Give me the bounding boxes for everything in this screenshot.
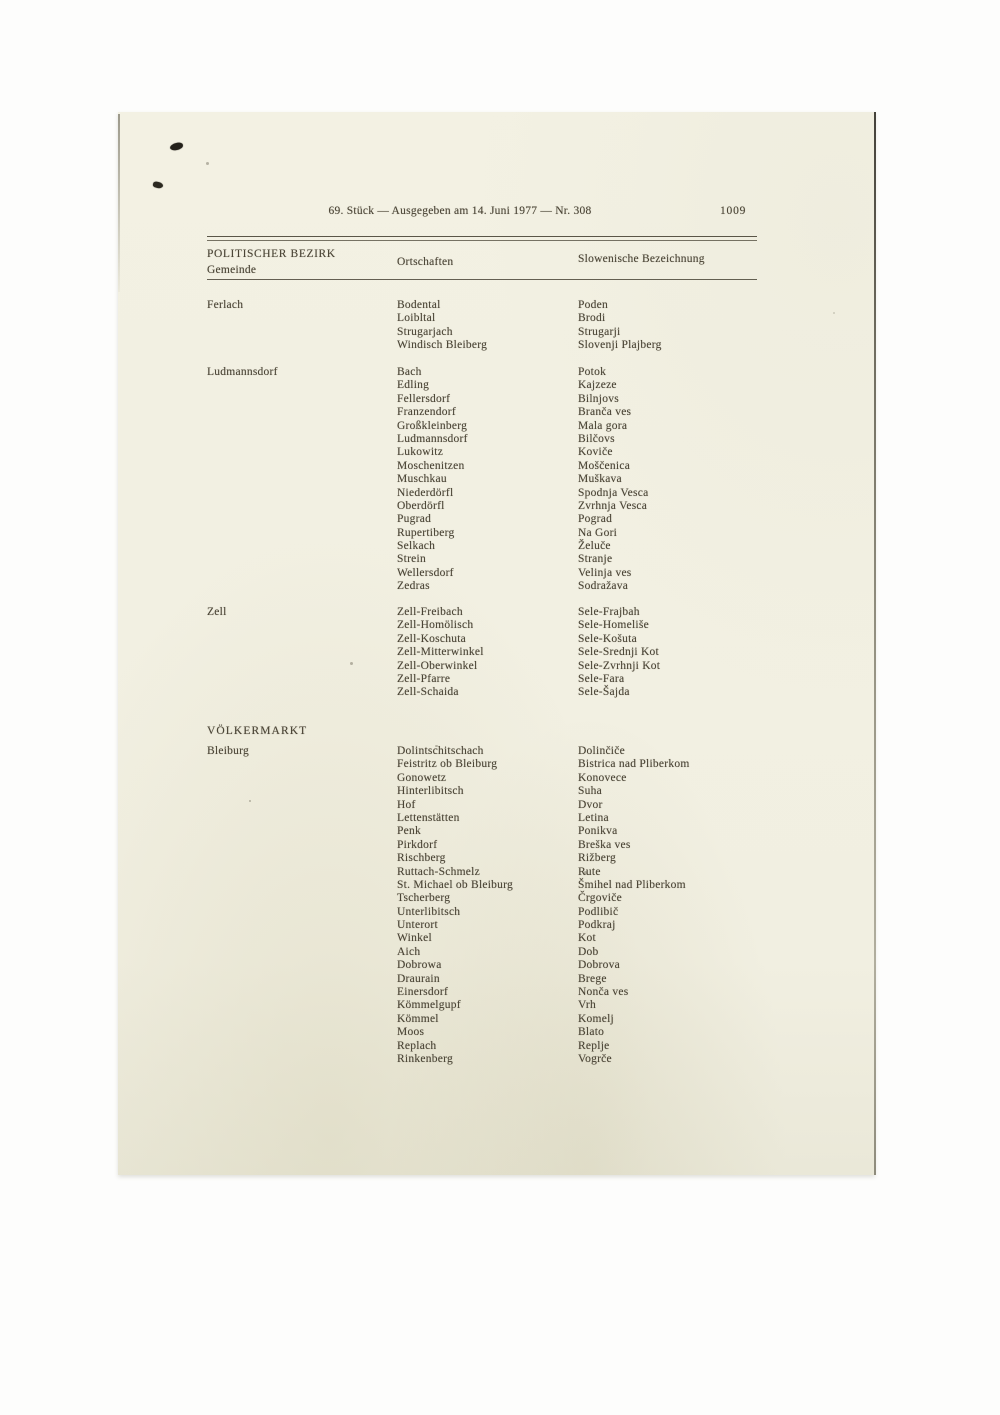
slowenische-bezeichnung: Potok <box>578 366 607 378</box>
slowenische-bezeichnung: Spodnja Vesca <box>578 486 649 499</box>
table-row <box>207 799 807 812</box>
slowenische-bezeichnung: Nonča ves <box>578 986 629 999</box>
ortschaft-name: Ludmannsdorf <box>397 432 468 445</box>
table-row <box>207 580 807 593</box>
slowenische-bezeichnung: Dvor <box>578 798 603 811</box>
ortschaft-name: Windisch Bleiberg <box>397 339 488 352</box>
gazette-header-line: 69. Stück — Ausgegeben am 14. Juni 1977 — Nr. 308 <box>328 205 592 217</box>
ortschaft-name: Hof <box>397 798 416 811</box>
gemeinde-group <box>207 745 807 1066</box>
slowenische-bezeichnung: Črgoviče <box>578 892 622 905</box>
table-row <box>207 758 807 771</box>
slowenische-bezeichnung: Brodi <box>578 312 606 325</box>
slowenische-bezeichnung: Velinja ves <box>578 566 632 579</box>
table-row <box>207 1040 807 1053</box>
ortschaft-name: St. Michael ob Bleiburg <box>397 878 514 891</box>
ortschaft-name: Feistritz ob Bleiburg <box>397 758 498 771</box>
ortschaft-name: Hinterlibitsch <box>397 785 464 798</box>
ink-blot <box>152 181 163 189</box>
table-row <box>207 619 807 632</box>
table-row <box>207 433 807 446</box>
ortschaft-name: Bodental <box>397 299 441 311</box>
table-row <box>207 420 807 433</box>
slowenische-bezeichnung: Replje <box>578 1039 610 1052</box>
scan-speck <box>584 871 587 875</box>
table-row <box>207 606 807 619</box>
ortschaft-name: Ruttach-Schmelz <box>397 865 480 878</box>
gemeinde-group <box>207 606 807 700</box>
slowenische-bezeichnung: Sodražava <box>578 580 629 593</box>
table-row <box>207 946 807 959</box>
section-heading: VÖLKERMARKT <box>207 725 308 737</box>
table-row <box>207 567 807 580</box>
column-header-slowenische-bezeichnung: Slowenische Bezeichnung <box>578 253 705 265</box>
ortschaft-name: Rinkenberg <box>397 1052 453 1065</box>
slowenische-bezeichnung: Podkraj <box>578 919 616 932</box>
page-number: 1009 <box>720 205 747 217</box>
scanned-page <box>118 112 875 1175</box>
slowenische-bezeichnung: Mala gora <box>578 419 628 432</box>
slowenische-bezeichnung: Rižberg <box>578 852 616 865</box>
slowenische-bezeichnung: Šmihel nad Pliberkom <box>578 878 686 891</box>
slowenische-bezeichnung: Zvrhnja Vesca <box>578 499 648 512</box>
ortschaft-name: Fellersdorf <box>397 392 451 405</box>
ortschaft-name: Rupertiberg <box>397 526 455 539</box>
gemeinde-name: Bleiburg <box>207 745 250 757</box>
slowenische-bezeichnung: Kajzeze <box>578 379 617 392</box>
slowenische-bezeichnung: Sele-Zvrhnji Kot <box>578 659 661 672</box>
table-row <box>207 379 807 392</box>
ortschaft-name: Dolintschitschach <box>397 745 484 757</box>
ortschaft-name: Unterlibitsch <box>397 905 461 918</box>
ortschaft-name: Pirkdorf <box>397 838 438 851</box>
slowenische-bezeichnung: Dolinčiče <box>578 745 625 757</box>
slowenische-bezeichnung: Moščenica <box>578 459 631 472</box>
slowenische-bezeichnung: Brege <box>578 972 607 985</box>
table-row <box>207 932 807 945</box>
ortschaft-name: Strugarjach <box>397 325 453 338</box>
slowenische-bezeichnung: Bilnjovs <box>578 392 619 405</box>
ortschaft-name: Kömmelgupf <box>397 999 461 1012</box>
ortschaft-name: Selkach <box>397 540 436 553</box>
ortschaft-name: Replach <box>397 1039 437 1052</box>
table-row <box>207 633 807 646</box>
table-row <box>207 745 807 758</box>
gemeinde-name: Zell <box>207 606 227 618</box>
slowenische-bezeichnung: Ponikva <box>578 825 618 838</box>
table-row <box>207 339 807 352</box>
slowenische-bezeichnung: Sele-Fara <box>578 672 625 685</box>
slowenische-bezeichnung: Konovece <box>578 771 627 784</box>
slowenische-bezeichnung: Poden <box>578 299 608 311</box>
slowenische-bezeichnung: Muškava <box>578 473 622 486</box>
table-row <box>207 999 807 1012</box>
table-row <box>207 772 807 785</box>
ortschaft-name: Pugrad <box>397 513 432 526</box>
ortschaft-name: Moschenitzen <box>397 459 465 472</box>
ortschaft-name: Zell-Koschuta <box>397 632 467 645</box>
table-row <box>207 540 807 553</box>
scan-speck <box>206 162 209 165</box>
ortschaft-name: Lukowitz <box>397 446 444 459</box>
ortschaft-name: Penk <box>397 825 421 838</box>
slowenische-bezeichnung: Dob <box>578 945 599 958</box>
slowenische-bezeichnung: Pograd <box>578 513 613 526</box>
slowenische-bezeichnung: Breška ves <box>578 838 631 851</box>
ortschaft-name: Zell-Mitterwinkel <box>397 646 484 659</box>
table-row <box>207 906 807 919</box>
table-row <box>207 366 807 379</box>
table-row <box>207 852 807 865</box>
slowenische-bezeichnung: Vogrče <box>578 1052 612 1065</box>
table-row <box>207 473 807 486</box>
slowenische-bezeichnung: Sele-Homeliše <box>578 619 649 632</box>
ink-blot <box>169 142 183 151</box>
table-row <box>207 686 807 699</box>
table-row <box>207 1053 807 1066</box>
ortschaft-name: Oberdörfl <box>397 499 445 512</box>
table-row <box>207 919 807 932</box>
table-row <box>207 839 807 852</box>
table-row <box>207 825 807 838</box>
ortschaft-name: Kömmel <box>397 1012 439 1025</box>
table-header-rule <box>207 279 757 280</box>
gemeinde-name: Ludmannsdorf <box>207 366 278 378</box>
table-row <box>207 1013 807 1026</box>
table-row <box>207 892 807 905</box>
column-header-politischer-bezirk: POLITISCHER BEZIRK <box>207 248 336 260</box>
slowenische-bezeichnung: Bistrica nad Pliberkom <box>578 758 690 771</box>
ortschaft-name: Wellersdorf <box>397 566 454 579</box>
table-row <box>207 673 807 686</box>
slowenische-bezeichnung: Sele-Košuta <box>578 632 637 645</box>
ortschaft-name: Draurain <box>397 972 440 985</box>
ortschaft-name: Bach <box>397 366 422 378</box>
table-top-rule <box>207 236 757 241</box>
slowenische-bezeichnung: Suha <box>578 785 602 798</box>
gemeinde-group <box>207 366 807 594</box>
slowenische-bezeichnung: Kot <box>578 932 596 945</box>
ortschaft-name: Tscherberg <box>397 892 451 905</box>
table-row <box>207 446 807 459</box>
ortschaft-name: Loibltal <box>397 312 436 325</box>
ortschaft-name: Strein <box>397 553 426 566</box>
ortschaft-name: Gonowetz <box>397 771 447 784</box>
slowenische-bezeichnung: Podlibič <box>578 905 619 918</box>
ortschaft-name: Edling <box>397 379 430 392</box>
ortschaft-name: Franzendorf <box>397 406 456 419</box>
column-header-ortschaften: Ortschaften <box>397 256 454 268</box>
slowenische-bezeichnung: Blato <box>578 1026 605 1039</box>
ortschaft-name: Aich <box>397 945 421 958</box>
table-row <box>207 406 807 419</box>
table-row <box>207 879 807 892</box>
slowenische-bezeichnung: Na Gori <box>578 526 618 539</box>
table-row <box>207 973 807 986</box>
table-row <box>207 660 807 673</box>
ortschaft-name: Niederdörfl <box>397 486 454 499</box>
ortschaft-name: Dobrowa <box>397 959 442 972</box>
slowenische-bezeichnung: Komelj <box>578 1012 614 1025</box>
table-row <box>207 959 807 972</box>
table-row <box>207 1026 807 1039</box>
table-row <box>207 785 807 798</box>
slowenische-bezeichnung: Dobrova <box>578 959 620 972</box>
table-row <box>207 487 807 500</box>
table-row <box>207 299 807 312</box>
ortschaft-name: Rischberg <box>397 852 446 865</box>
ortschaft-name: Zedras <box>397 580 430 593</box>
slowenische-bezeichnung: Branča ves <box>578 406 632 419</box>
gemeinde-group <box>207 299 807 353</box>
ortschaft-name: Zell-Oberwinkel <box>397 659 478 672</box>
ortschaft-name: Zell-Schaida <box>397 686 459 699</box>
table-row <box>207 500 807 513</box>
scan-speck <box>350 662 353 665</box>
scan-speck <box>833 312 835 314</box>
scan-speck <box>435 745 438 747</box>
scan-speck <box>249 800 251 802</box>
table-row <box>207 527 807 540</box>
ortschaft-name: Zell-Homölisch <box>397 619 474 632</box>
slowenische-bezeichnung: Slovenji Plajberg <box>578 339 662 352</box>
slowenische-bezeichnung: Letina <box>578 811 609 824</box>
slowenische-bezeichnung: Rute <box>578 865 601 878</box>
slowenische-bezeichnung: Sele-Srednji Kot <box>578 646 659 659</box>
ortschaft-name: Muschkau <box>397 473 447 486</box>
ortschaft-name: Winkel <box>397 932 432 945</box>
table-row <box>207 326 807 339</box>
column-header-gemeinde: Gemeinde <box>207 264 257 276</box>
ortschaft-name: Lettenstätten <box>397 811 460 824</box>
ortschaft-name: Großkleinberg <box>397 419 468 432</box>
table-row <box>207 553 807 566</box>
table-row <box>207 393 807 406</box>
slowenische-bezeichnung: Sele-Šajda <box>578 686 630 699</box>
slowenische-bezeichnung: Koviče <box>578 446 613 459</box>
table-row <box>207 513 807 526</box>
ortschaft-name: Zell-Pfarre <box>397 672 451 685</box>
ortschaft-name: Einersdorf <box>397 986 449 999</box>
gemeinde-name: Ferlach <box>207 299 244 311</box>
ortschaft-name: Zell-Freibach <box>397 606 463 618</box>
ortschaft-name: Moos <box>397 1026 425 1039</box>
table-row <box>207 866 807 879</box>
table-row <box>207 812 807 825</box>
table-row <box>207 312 807 325</box>
slowenische-bezeichnung: Želuče <box>578 540 611 553</box>
slowenische-bezeichnung: Stranje <box>578 553 613 566</box>
slowenische-bezeichnung: Strugarji <box>578 325 621 338</box>
slowenische-bezeichnung: Vrh <box>578 999 596 1012</box>
table-row <box>207 460 807 473</box>
ortschaft-name: Unterort <box>397 919 438 932</box>
slowenische-bezeichnung: Bilčovs <box>578 432 615 445</box>
slowenische-bezeichnung: Sele-Frajbah <box>578 606 640 618</box>
table-row <box>207 986 807 999</box>
table-row <box>207 646 807 659</box>
